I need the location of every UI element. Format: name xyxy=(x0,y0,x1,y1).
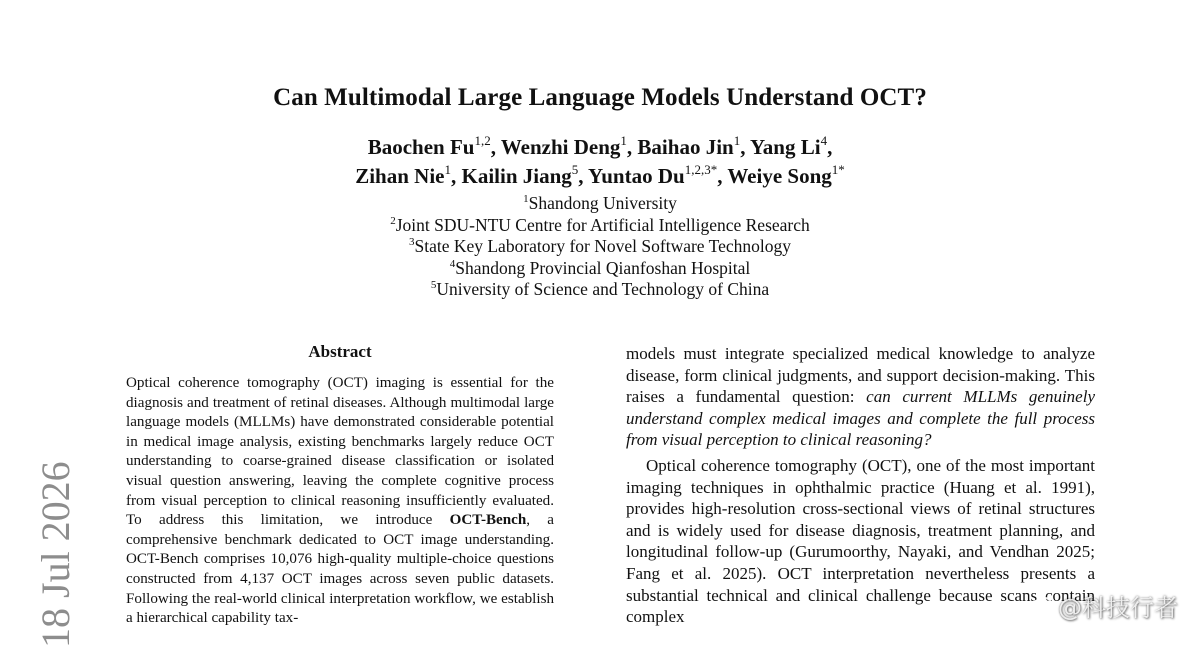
affiliation: $^1$Shandong University xyxy=(523,193,677,213)
author-name: Yuntao Du xyxy=(588,164,685,188)
author-name: Kailin Jiang xyxy=(461,164,572,188)
affiliation: $^4$Shandong Provincial Qianfoshan Hospital xyxy=(449,257,751,278)
author-list xyxy=(0,133,1200,191)
author-affiliation-mark: 1,2 xyxy=(474,133,491,148)
introduction-column xyxy=(626,343,1095,632)
author-affiliation-mark: 1 xyxy=(620,133,627,148)
author-affiliation-mark: 1,2,3* xyxy=(684,162,718,177)
watermark-text: @科技行者 xyxy=(1058,594,1178,622)
abstract-body: Optical coherence tomography (OCT) imaging is essential for the diagnosis and treatment of retinal diseases. Although multimodal large language models (MLLMs) have demonstrated considerable potential in medical image analysis, existing benchmarks largely reduce OCT understanding to coarse-grained disease classification or isolated visual question answering, leaving the complete cognitive process from visual perception to clinical reasoning insufficiently evaluated. To address this limitation, we introduce OCT-Bench, a comprehensive benchmark dedicated to OCT image understanding. OCT-Bench comprises 10,076 high-quality multiple-choice questions constructed from 4,137 OCT images across seven public datasets. Following the real-world clinical interpretation workflow, we establish a hierarchical capability tax- xyxy=(126,375,555,627)
author-affiliation-mark: 1 xyxy=(733,133,741,148)
affiliation-list xyxy=(0,193,1200,301)
paper-title: Can Multimodal Large Language Models Understand OCT? xyxy=(273,84,927,111)
author-name: Wenzhi Deng xyxy=(500,135,621,159)
affiliation: $^3$State Key Laboratory for Novel Software Technology xyxy=(408,236,792,256)
abstract-heading: Abstract xyxy=(308,342,372,361)
author-affiliation-mark: 4 xyxy=(820,133,828,148)
author-name: Baihao Jin xyxy=(637,135,734,159)
affiliation: $^5$University of Science and Technology of China xyxy=(430,279,770,299)
author-affiliation-mark: 1 xyxy=(444,162,451,177)
author-line-1: Baochen Fu$^{1,2}$, Wenzhi Deng$^1$, Baihao Jin$^1$, Yang Li$^4$, xyxy=(367,133,833,159)
author-name: Zihan Nie xyxy=(355,164,445,188)
author-name: Weiye Song xyxy=(727,164,832,188)
benchmark-name: OCT-Bench xyxy=(449,512,527,529)
author-line-2: Zihan Nie$^1$, Kailin Jiang$^5$, Yuntao $Du^{1,2,3*}$, Weiye Song$^{1*}$ xyxy=(355,162,845,188)
author-name: Yang Li xyxy=(749,135,821,159)
weibo-logo-icon xyxy=(1028,595,1054,617)
intro-paragraph: models must integrate specialized medical knowledge to analyze disease, form clinical judgments, and support decision-making. This raises a fundamental question: can current MLLMs genuinely understand complex medical images and complete the full process from visual perception to clinical reasoning? xyxy=(626,344,1095,450)
affiliation: $^2$Joint SDU-NTU Centre for Artificial Intelligence Research xyxy=(390,214,810,235)
research-question: can current MLLMs genuinely understand complex medical images and complete the full process from visual perception to clinical reasoning? xyxy=(626,387,1095,450)
author-affiliation-mark: 1* xyxy=(831,162,845,177)
intro-paragraph: Optical coherence tomography (OCT), one of the most important imaging techniques in ophthalmic practice (Huang et al. 1991), provides high-resolution cross-sectional views of retinal structures and is widely used for disease diagnosis, treatment planning, and longitudinal follow-up (Gurumoorthy, Nayaki, and Vendhan 2025; Fang et al. 2025). OCT interpretation nevertheless presents a substantial technical and clinical challenge because scans contain complex xyxy=(626,455,1095,627)
author-name: Baochen Fu xyxy=(367,135,475,159)
watermark xyxy=(1028,588,1178,623)
author-affiliation-mark: 5 xyxy=(571,162,579,177)
arxiv-date-stamp: 18 Jul 2026 xyxy=(33,461,78,648)
